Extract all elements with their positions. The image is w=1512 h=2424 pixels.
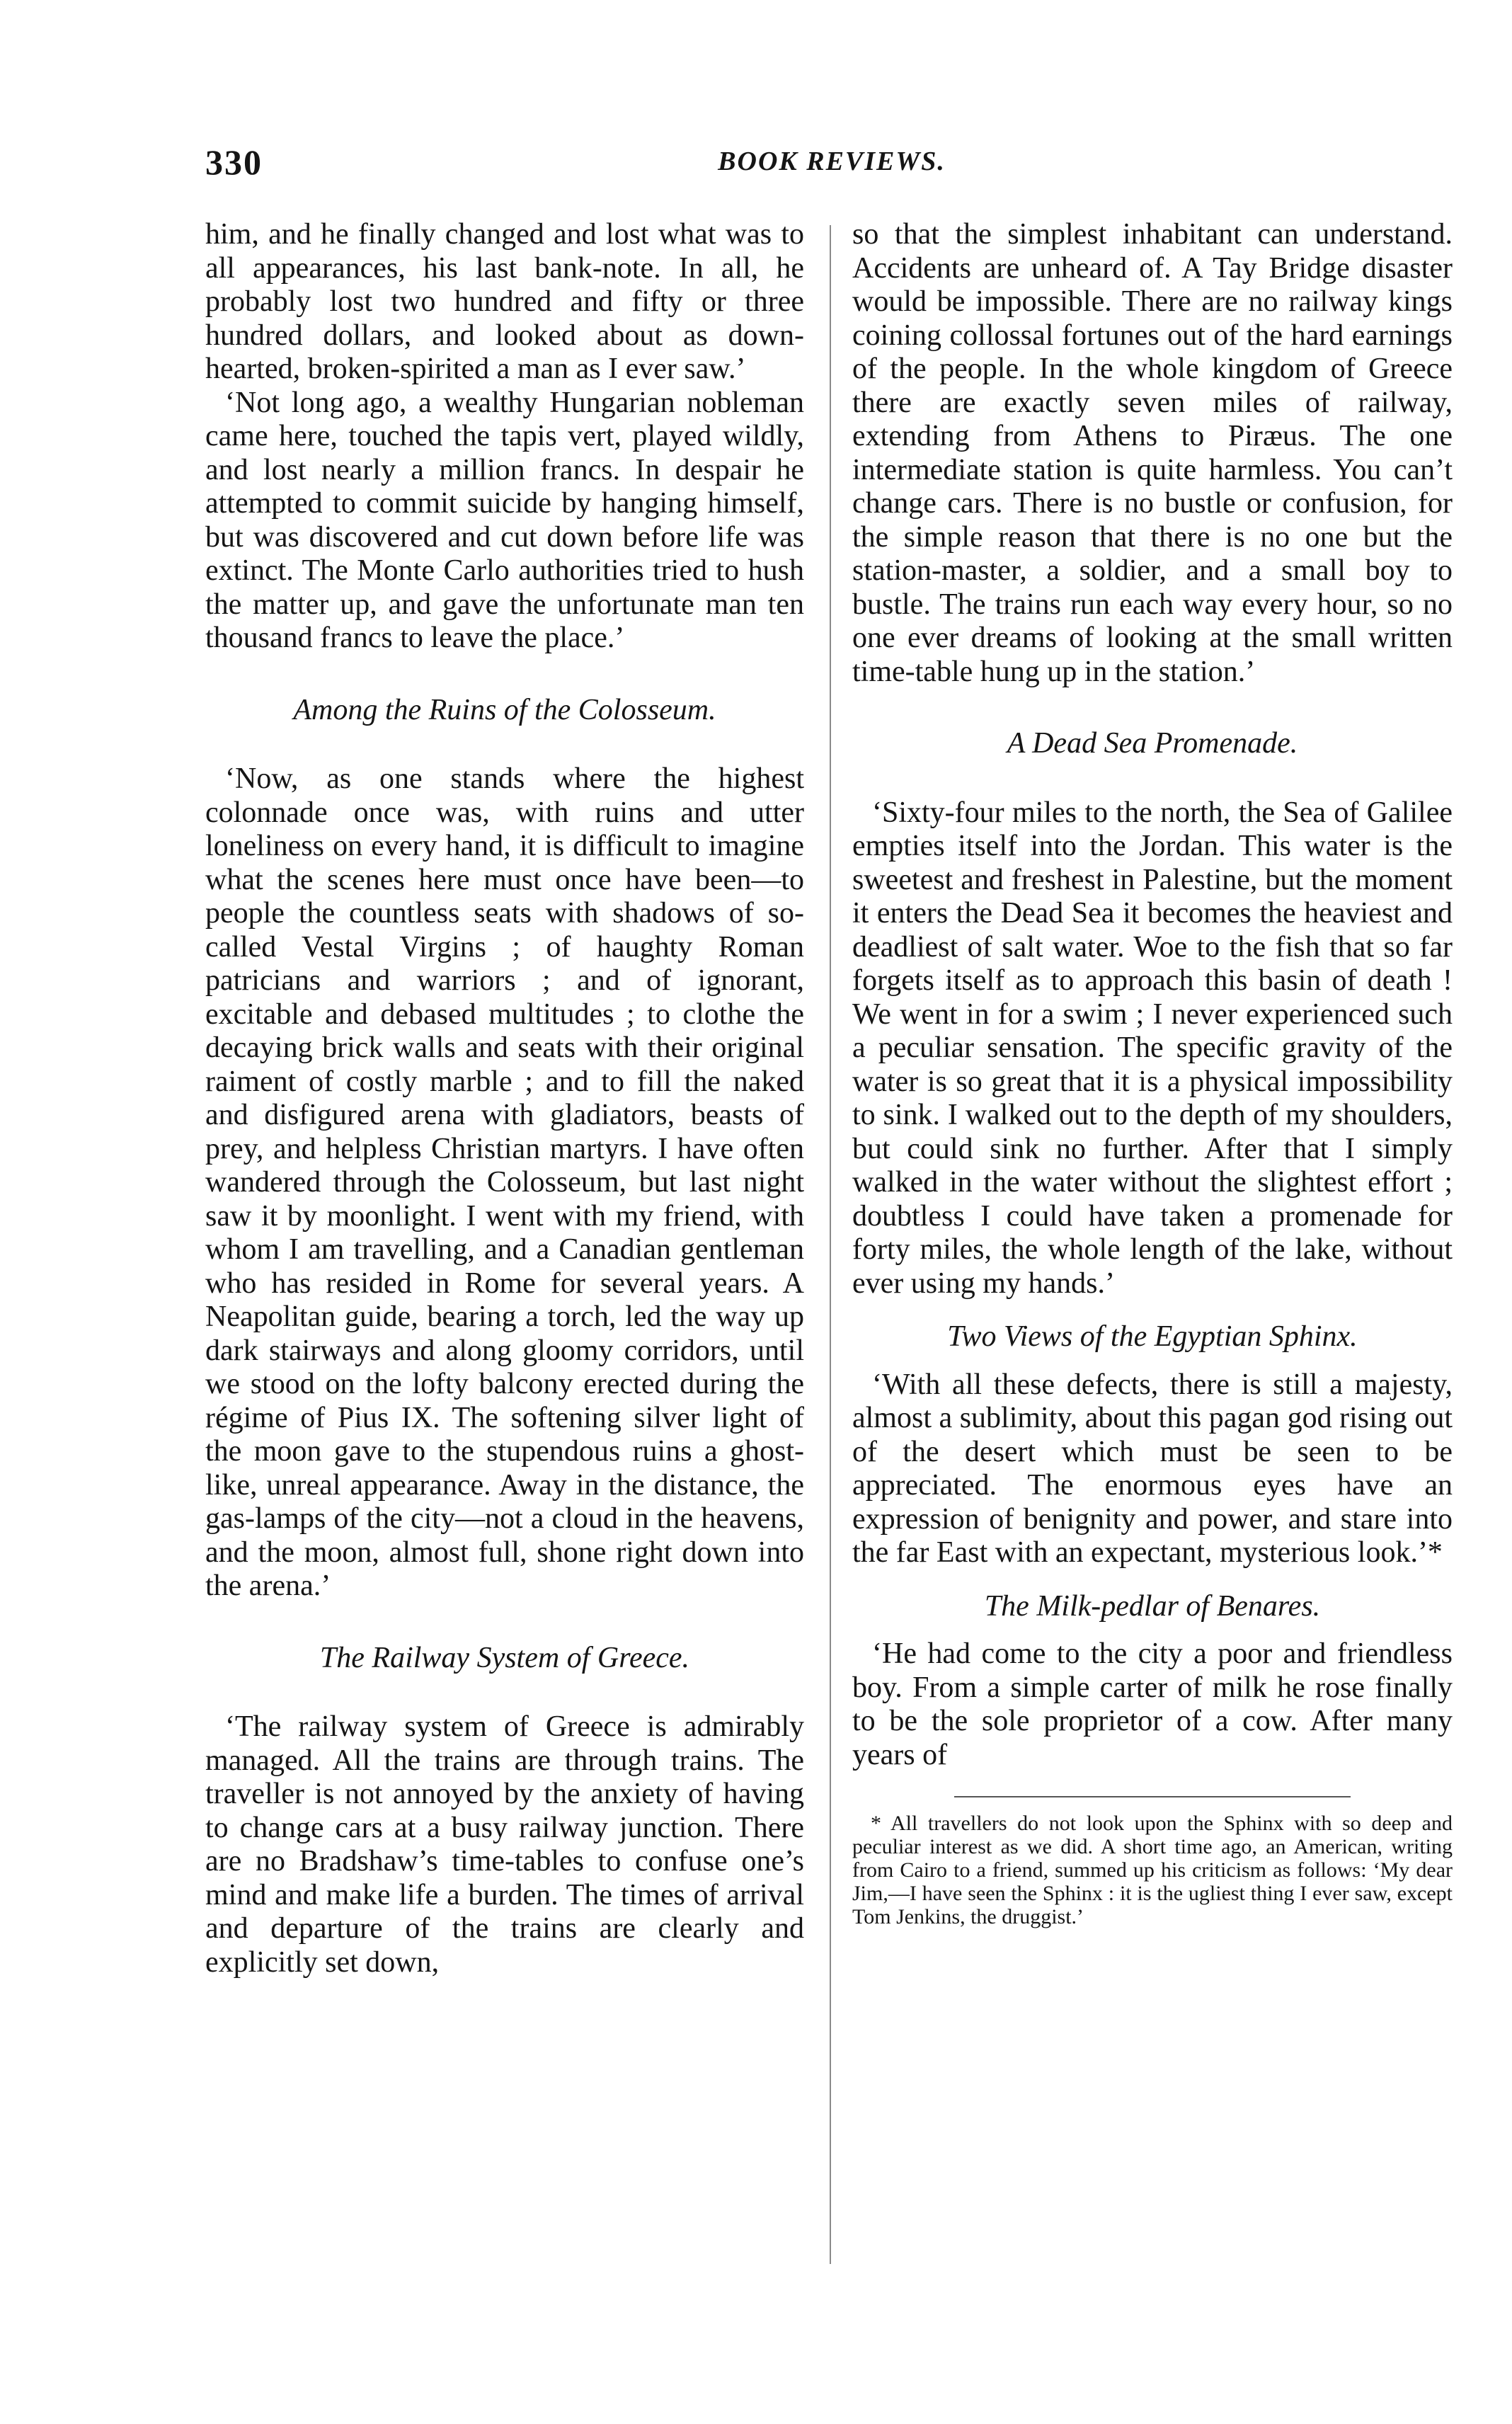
paragraph: ‘With all these defects, there is still a majesty, almost a sublimity, about this pagan god rising out of the desert which must be seen to be appreciated. The enormous eyes have an expression of benignity and power, and stare into the far East with an expectant, mysterious look.’* [852,1368,1453,1569]
paragraph: so that the simplest inhabitant can understand. Accidents are unheard of. A Tay Bridge disaster would be impossible. There are no railway kings coining collossal fortunes out of the hard earnings of the people. In the whole kingdom of Greece there are exactly seven miles of railway, extending from Athens to Piræus. The one intermediate station is quite harmless. You can’t change cars. There is no bustle or confusion, for the simple reason that there is no one but the station-master, a soldier, and a small boy to bustle. The trains run each way every hour, so no one ever dreams of looking at the small written time-table hung up in the station.’ [852,218,1453,688]
section-heading: Two Views of the Egyptian Sphinx. [947,1320,1358,1353]
paragraph: him, and he finally changed and lost what was to all appearances, his last bank-note. In all, he probably lost two hundred and fifty or three hundred dollars, and looked about as down-hearted, broken-spirited a man as I ever saw.’ [205,218,804,385]
running-title: BOOK REVIEWS. [718,147,946,176]
section-heading: Among the Ruins of the Colosseum. [293,693,716,726]
paragraph: ‘He had come to the city a poor and friendless boy. From a simple carter of milk he rose finally to be the sole proprietor of a cow. After many years of [852,1637,1453,1771]
paragraph: ‘The railway system of Greece is admirably managed. All the trains are through trains. The traveller is not annoyed by the anxiety of having to change cars at a busy railway junction. There are no Bradshaw’s time-tables to confuse one’s mind and make life a burden. The times of arrival and departure of the trains are clearly and explicitly set down, [205,1710,804,1979]
column-divider [830,225,831,2264]
paragraph: ‘Sixty-four miles to the north, the Sea of Galilee empties itself into the Jordan. This water is the sweetest and freshest in Palestine, but the moment it enters the Dead Sea it becomes the heaviest and deadliest of salt water. Woe to the fish that so far forgets itself as to approach this basin of death ! We went in for a swim ; I never experienced such a peculiar sensation. The specific gravity of the water is so great that it is a physical impossibility to sink. I walked out to the depth of my shoulders, but could sink no further. After that I simply walked in the water without the slightest effort ; doubtless I could have taken a promenade for forty miles, the whole length of the lake, without ever using my hands.’ [852,796,1453,1300]
page-number: 330 [205,142,263,182]
paragraph: ‘Now, as one stands where the highest colonnade once was, with ruins and utter loneliness on every hand, it is difficult to imagine what the scenes here must once have been—to people the countless seats with shadows of so-called Vestal Virgins ; of haughty Roman patricians and warriors ; and of ignorant, excitable and debased multitudes ; to clothe the decaying brick walls and seats with their original raiment of costly marble ; and to fill the naked and disfigured arena with gladiators, beasts of prey, and helpless Christian martyrs. I have often wandered through the Colosseum, but last night saw it by moonlight. I went with my friend, with whom I am travelling, and a Canadian gentleman who has resided in Rome for several years. A Neapolitan guide, bearing a torch, led the way up dark stairways and along gloomy corridors, until we stood on the lofty balcony erected during the régime of Pius IX. The softening silver light of the moon gave to the stupendous ruins a ghost-like, unreal appearance. Away in the distance, the gas-lamps of the city—not a cloud in the heavens, and the moon, almost full, shone right down into the arena.’ [205,762,804,1602]
section-heading: The Milk-pedlar of Benares. [984,1589,1321,1623]
footnote-divider [954,1796,1351,1797]
left-column [205,218,804,1979]
right-column [852,218,1453,1928]
section-heading: A Dead Sea Promenade. [1007,727,1298,760]
page-header [205,142,1458,191]
paragraph: ‘Not long ago, a wealthy Hungarian nobleman came here, touched the tapis vert, played wildly, and lost nearly a million francs. In despair he attempted to commit suicide by hanging himself, but was discovered and cut down before life was extinct. The Monte Carlo authorities tried to hush the matter up, and gave the unfortunate man ten thousand francs to leave the place.’ [205,386,804,654]
footnote: * All travellers do not look upon the Sphinx with so deep and peculiar interest as we did. A short time ago, an American, writing from Cairo to a friend, summed up his criticism as follows: ‘My dear Jim,—I have seen the Sphinx : it is the ugliest thing I ever saw, except Tom Jenkins, the druggist.’ [852,1812,1453,1928]
section-heading: The Railway System of Greece. [319,1641,690,1674]
